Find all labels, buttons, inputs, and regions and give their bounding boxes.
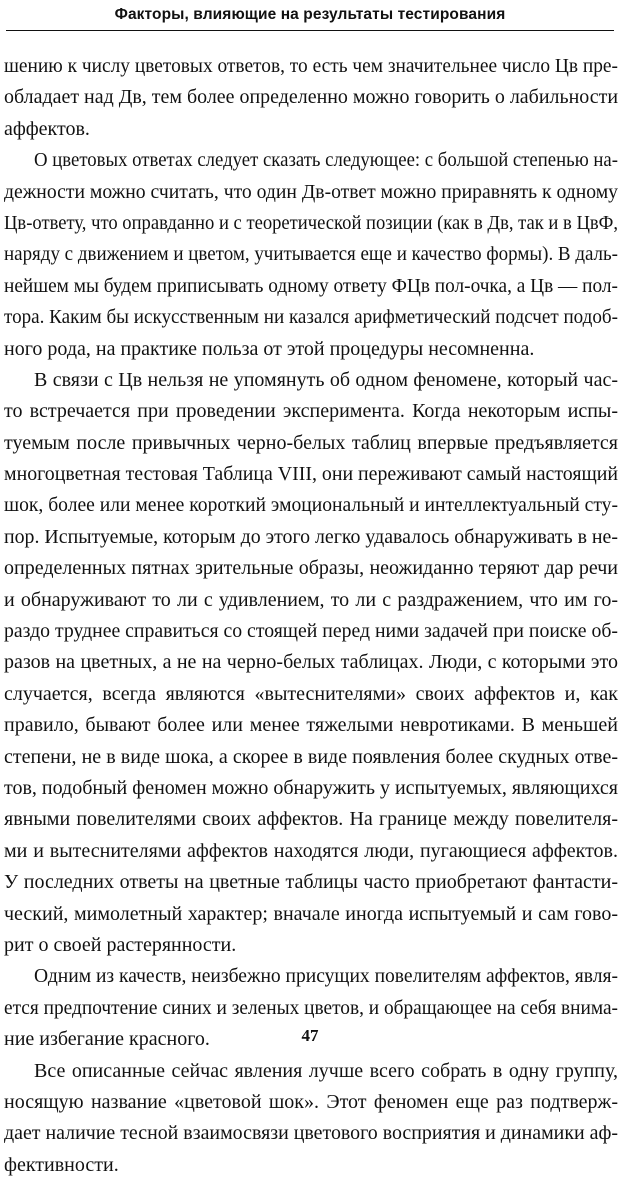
text-line: пор. Испытуемые, которым до этого легко удавалось обнаруживать в не- xyxy=(4,525,618,548)
text-line: тора. Каким бы искусственным ни казался арифметический подсчет подоб- xyxy=(4,306,618,329)
text-line: наряду с движением и цветом, учитывается еще и качество формы). В даль- xyxy=(4,243,618,266)
text-line: туемым после привычных черно-белых таблиц впервые предъявляется xyxy=(4,431,618,454)
text-line: ческий, мимолетный характер; вначале иногда испытуемый и сам гово- xyxy=(4,902,618,925)
header-rule xyxy=(6,30,614,31)
text-line: дает наличие тесной взаимосвязи цветового восприятия и динамики аф- xyxy=(4,1122,618,1145)
text-line: ется предпочтение синих и зеленых цветов, и обращающее на себя внима- xyxy=(4,996,618,1019)
running-head: Факторы, влияющие на результаты тестирования xyxy=(114,6,506,23)
body-text xyxy=(4,51,618,1181)
text-line: Одним из качеств, неизбежно присущих повелителям аффектов, явля- xyxy=(34,965,618,988)
text-line: рит о своей растерянности. xyxy=(4,933,237,956)
text-line: О цветовых ответах следует сказать следующее: с большой степенью на- xyxy=(34,149,618,172)
text-line: носящую название «цветовой шок». Этот феномен еще раз подтверж- xyxy=(4,1090,618,1113)
text-line: У последних ответы на цветные таблицы часто приобретают фантасти- xyxy=(4,871,618,894)
text-line: В связи с Цв нельзя не упомянуть об одном феномене, который час- xyxy=(34,368,618,391)
page-number: 47 xyxy=(301,1026,319,1045)
text-line: обладает над Дв, тем более определенно можно говорить о лабильности xyxy=(4,86,618,109)
text-line: ного рода, на практике польза от этой процедуры несомненна. xyxy=(4,337,535,360)
text-line: аффектов. xyxy=(4,117,90,140)
text-line: ми и вытеснителями аффектов находятся люди, пугающиеся аффектов. xyxy=(4,839,618,862)
text-line: нейшем мы будем приписывать одному ответу ФЦв пол-очка, а Цв — пол- xyxy=(4,274,618,297)
text-line: многоцветная тестовая Таблица VIII, они переживают самый настоящий xyxy=(4,463,618,486)
text-line: фективности. xyxy=(4,1153,119,1176)
text-line: тов, подобный феномен можно обнаружить у испытуемых, являющихся xyxy=(4,776,618,799)
text-line: случается, всегда являются «вытеснителями» своих аффектов и, как xyxy=(4,682,618,705)
text-line: степени, не в виде шока, а скорее в виде появления более скудных отве- xyxy=(4,745,618,768)
text-line: и обнаруживают то ли с удивлением, то ли с раздражением, что им го- xyxy=(4,588,618,611)
text-line: разов на цветных, а не на черно-белых таблицах. Люди, с которыми это xyxy=(4,651,618,674)
text-line: правило, бывают более или менее тяжелыми невротиками. В меньшей xyxy=(4,714,618,737)
text-line: определенных пятнах зрительные образы, неожиданно теряют дар речи xyxy=(4,557,618,580)
text-line: Все описанные сейчас явления лучше всего собрать в одну группу, xyxy=(34,1059,618,1082)
text-line: шок, более или менее короткий эмоциональный и интеллектуальный сту- xyxy=(4,494,618,517)
text-line: шению к числу цветовых ответов, то есть чем значительнее число Цв пре- xyxy=(4,55,618,77)
text-line: Цв-ответу, что оправданно и с теоретической позиции (как в Дв, так и в ЦвФ, xyxy=(4,211,618,234)
text-line: явными повелителями своих аффектов. На границе между повелителя- xyxy=(4,808,618,831)
text-line: раздо труднее справиться со стоящей перед ними задачей при поиске об- xyxy=(4,620,618,643)
text-line: ние избегание красного. xyxy=(4,1028,210,1051)
text-line: дежности можно считать, что один Дв-ответ можно приравнять к одному xyxy=(4,180,618,203)
text-line: то встречается при проведении эксперимента. Когда некоторым испы- xyxy=(4,400,618,423)
